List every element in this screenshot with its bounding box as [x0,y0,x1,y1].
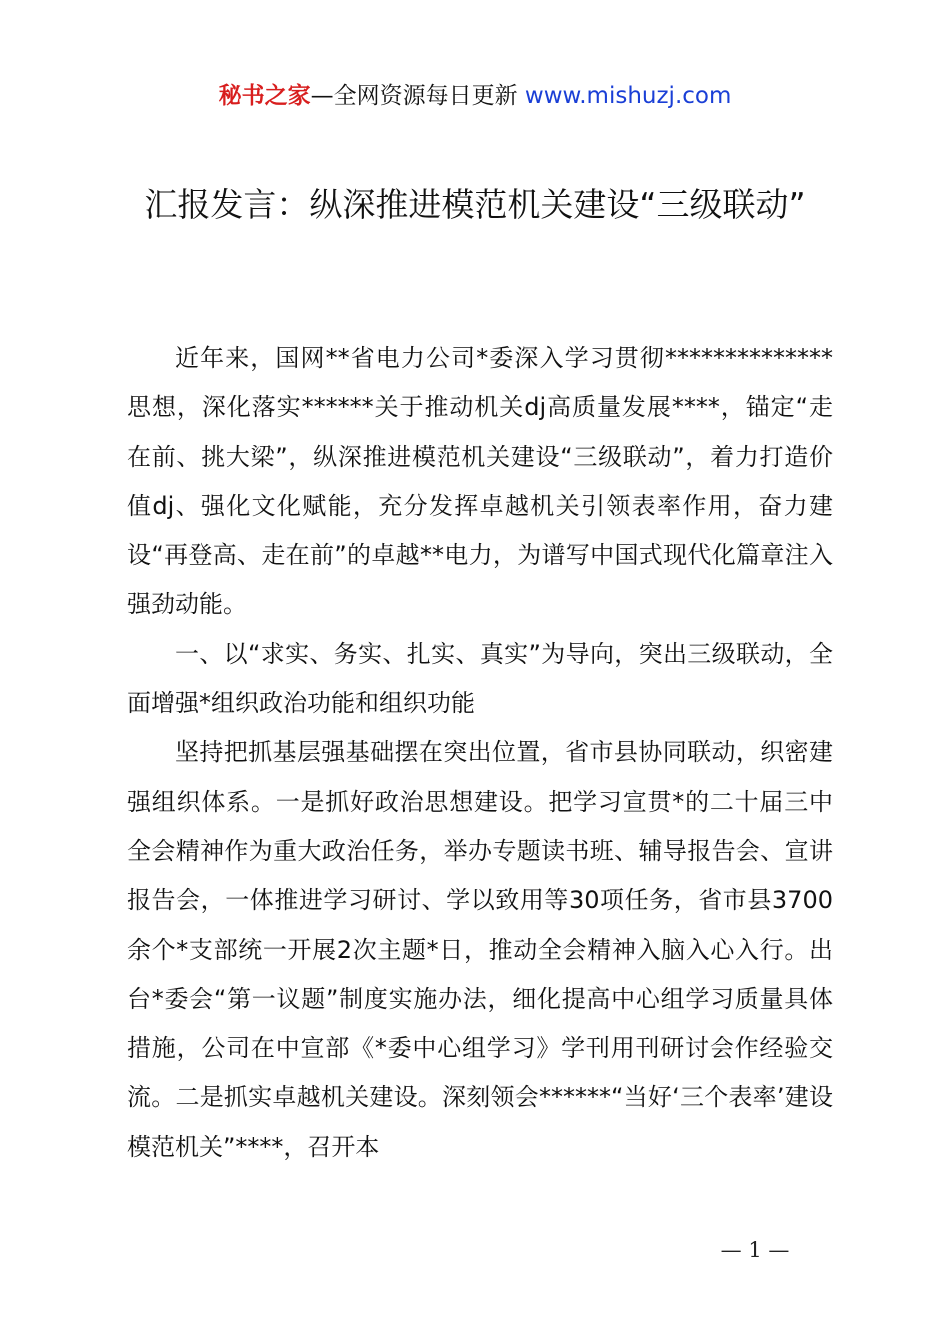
site-tagline: —全网资源每日更新 [310,83,518,109]
body-paragraph-section-one: 坚持把抓基层强基础摆在突出位置，省市县协同联动，织密建强组织体系。一是抓好政治思想建设。把学习宣贯*的二十届三中全会精神作为重大政治任务，举办专题读书班、辅导报告会、宣讲报告会，一体推进学习研讨、学以致用等30项任务，省市县3700余个*支部统一开展2次主题*日，推动全会精神入脑入心入行。出台*委会“第一议题”制度实施办法，细化提高中心组学习质量具体措施，公司在中宣部《*委中心组学习》学刊用刊研讨会作经验交流。二是抓实卓越机关建设。深刻领会******“当好‘三个表率’建设模范机关”****，召开本 [127,738,833,1161]
body-paragraph-intro: 近年来，国网**省电力公司*委深入学习贯彻**************思想，深化落实******关于推动机关dj高质量发展****，锚定“走在前、挑大梁”，纵深推进模范机关建设“三级联动”，着力打造价值dj、强化文化赋能，充分发挥卓越机关引领表率作用，奋力建设“再登高、走在前”的卓越**电力，为谱写中国式现代化篇章注入强劲动能。 [127,344,833,619]
section-heading-one: 一、以“求实、务实、扎实、真实”为导向，突出三级联动，全面增强*组织政治功能和组织功能 [127,639,833,718]
document-body [127,334,833,1172]
site-brand: 秘书之家 [218,83,311,109]
site-url-link[interactable]: www.mishuzj.com [524,83,732,109]
site-header [0,80,950,112]
page-number: — 1 — [720,1238,790,1262]
document-title: 汇报发言：纵深推进模范机关建设“三级联动” [144,185,806,224]
